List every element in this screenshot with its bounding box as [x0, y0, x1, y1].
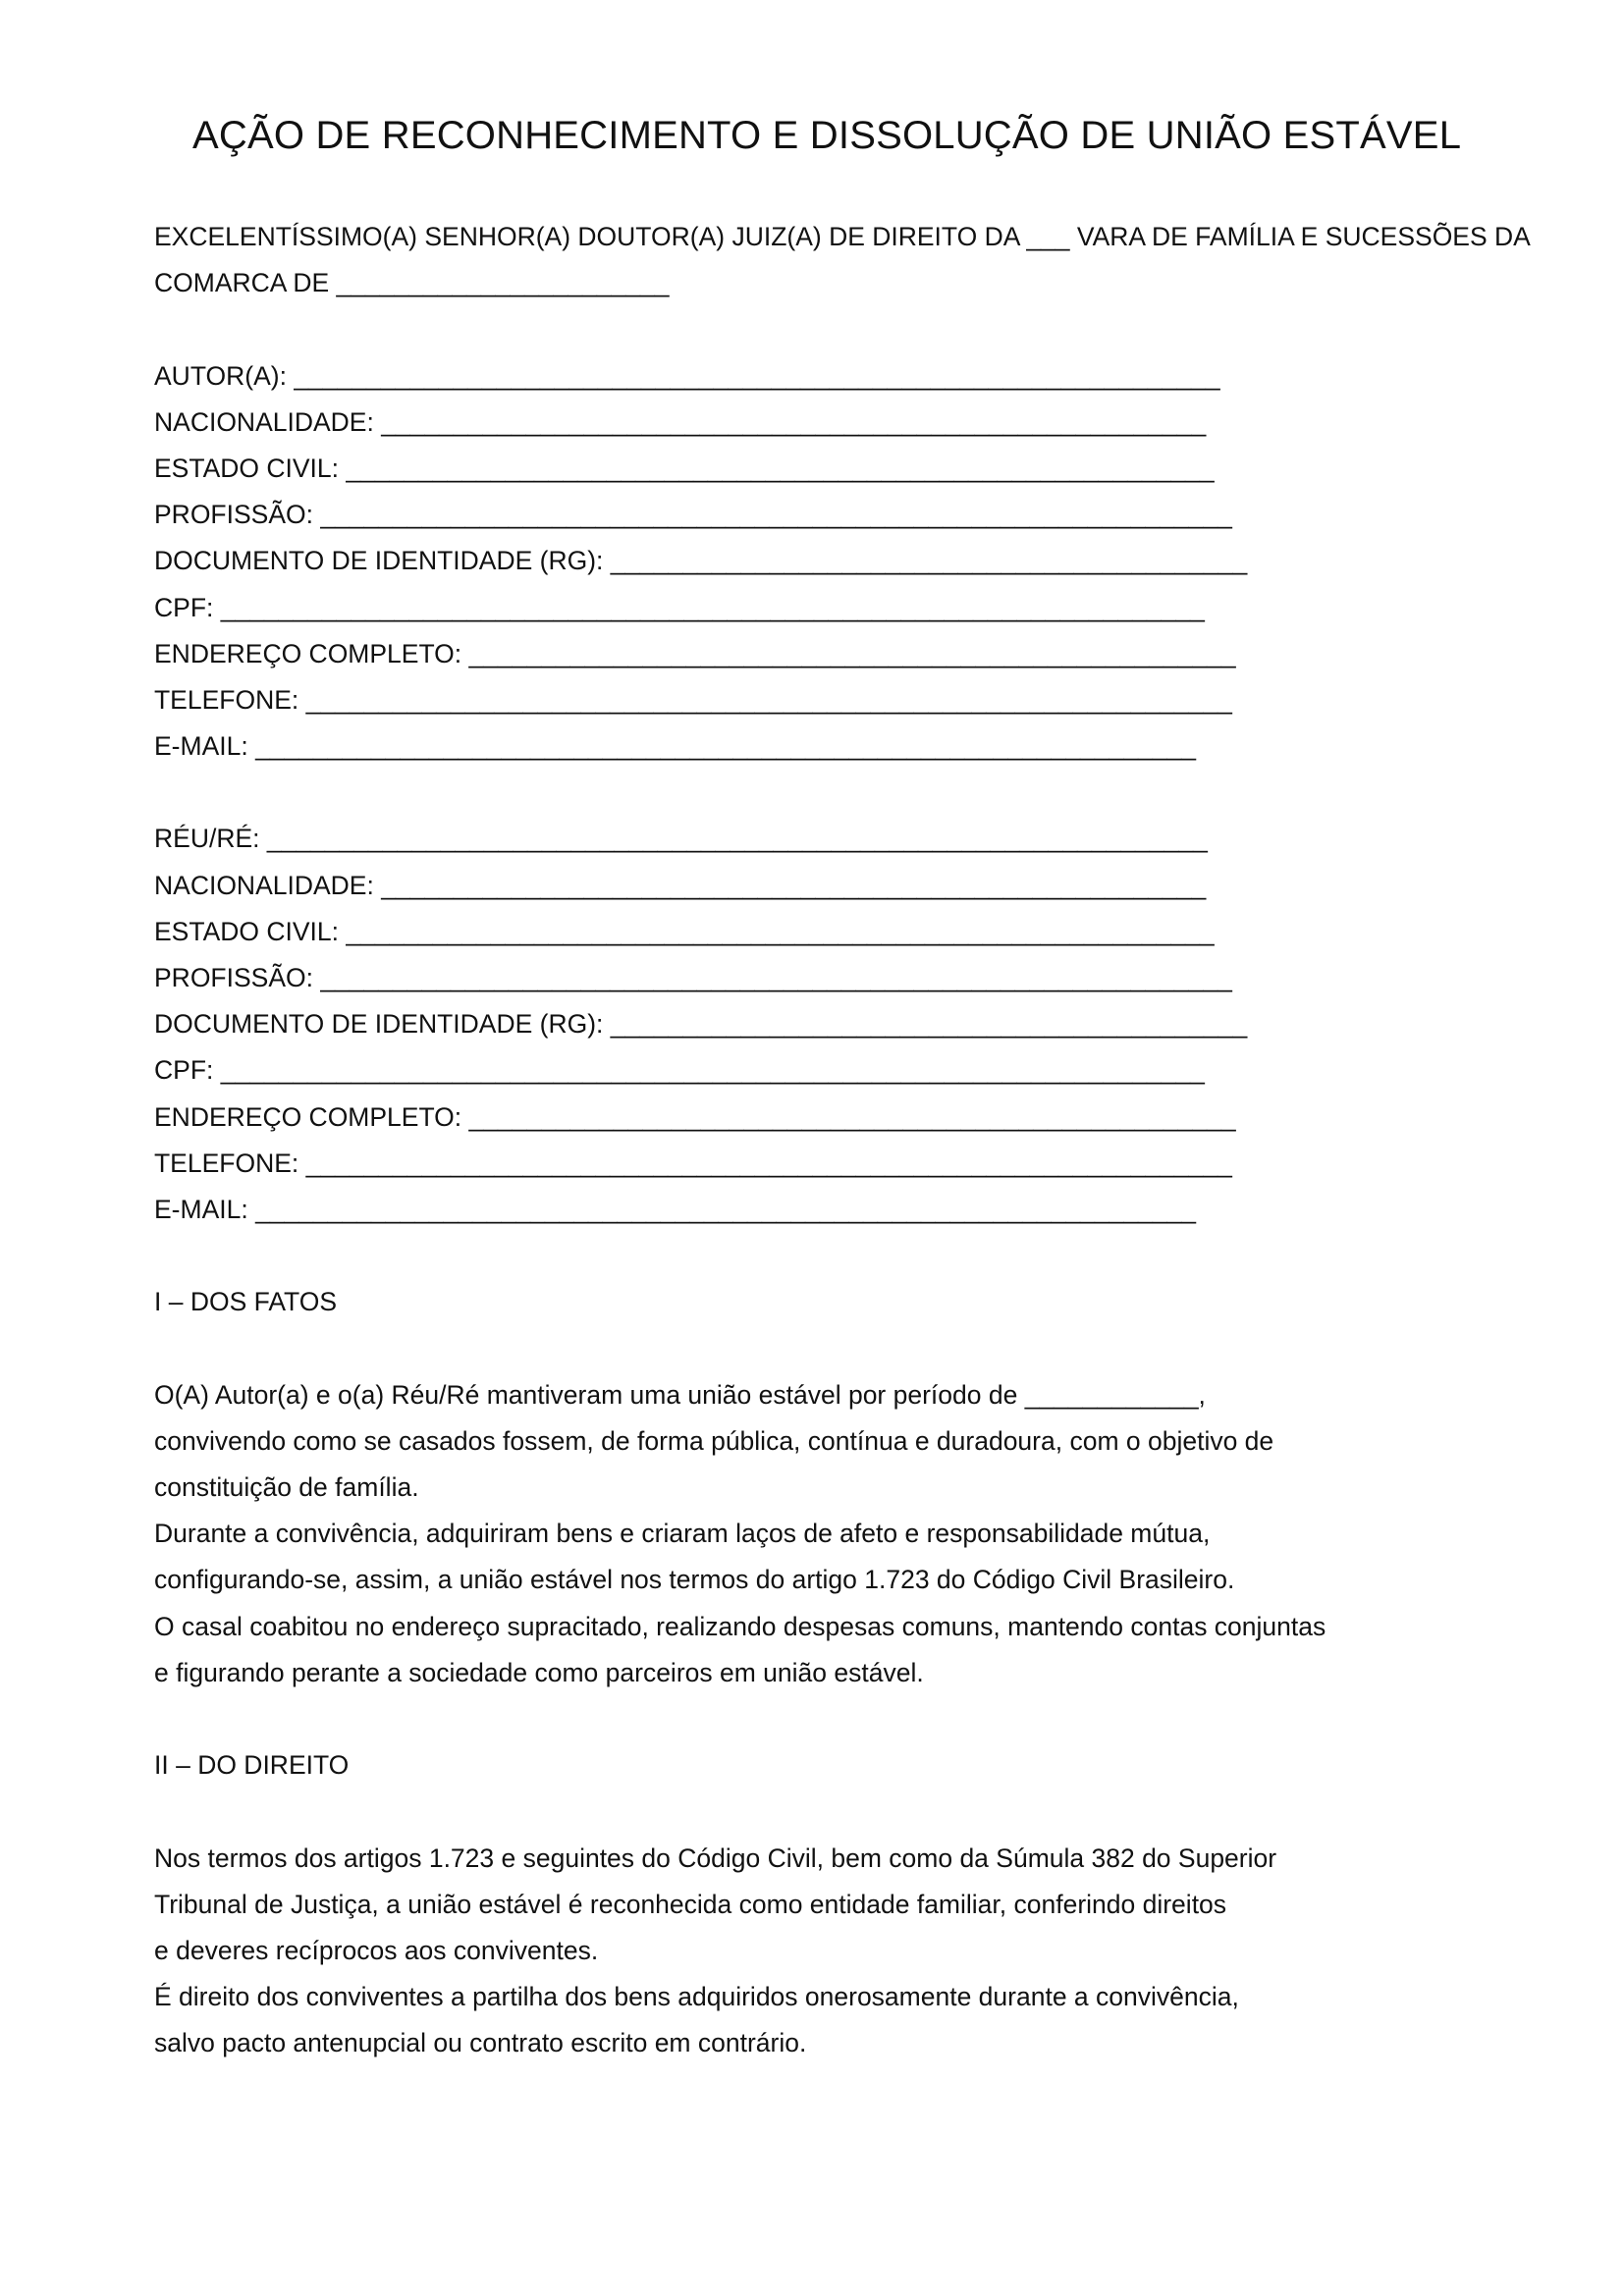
reu-estado-civil-field[interactable]: ESTADO CIVIL: ____________________________________________________________ — [154, 916, 1215, 946]
section-heading: II – DO DIREITO — [154, 1750, 350, 1781]
paragraph-line: e figurando perante a sociedade como parceiros em união estável. — [154, 1657, 924, 1687]
reu-block — [154, 816, 1617, 1233]
paragraph-line: salvo pacto antenupcial ou contrato escrito em contrário. — [154, 2028, 807, 2058]
reu-nome-field[interactable]: RÉU/RÉ: _________________________________________________________________ — [154, 824, 1208, 854]
paragraph-line: e deveres recíprocos aos conviventes. — [154, 1935, 599, 1965]
paragraph-line: O casal coabitou no endereço supracitado, realizando despesas comuns, mantendo contas conjuntas — [154, 1611, 1326, 1641]
reu-email-field[interactable]: E-MAIL: _________________________________________________________________ — [154, 1194, 1197, 1224]
autor-telefone-field[interactable]: TELEFONE: ________________________________________________________________ — [154, 684, 1232, 715]
paragraph-line: configurando-se, assim, a união estável nos termos do artigo 1.723 do Código Civil Brasileiro. — [154, 1565, 1235, 1595]
reu-nacionalidade-field[interactable]: NACIONALIDADE: _________________________________________________________ — [154, 870, 1207, 900]
autor-endereco-field[interactable]: ENDEREÇO COMPLETO: _____________________________________________________ — [154, 638, 1236, 668]
autor-estado-civil-field[interactable]: ESTADO CIVIL: ____________________________________________________________ — [154, 453, 1215, 483]
reu-rg-field[interactable]: DOCUMENTO DE IDENTIDADE (RG): ____________________________________________ — [154, 1009, 1248, 1040]
reu-telefone-field[interactable]: TELEFONE: ________________________________________________________________ — [154, 1148, 1232, 1178]
reu-profissao-field[interactable]: PROFISSÃO: _______________________________________________________________ — [154, 963, 1232, 992]
paragraph-line: O(A) Autor(a) e o(a) Réu/Ré mantiveram uma união estável por período de ____________, — [154, 1379, 1206, 1410]
section-heading: I – DOS FATOS — [154, 1287, 338, 1317]
paragraph-line: convivendo como se casados fossem, de forma pública, contínua e duradoura, com o objetivo de — [154, 1425, 1274, 1456]
section-dos-fatos — [154, 1279, 1617, 1696]
autor-block — [154, 353, 1617, 771]
autor-rg-field[interactable]: DOCUMENTO DE IDENTIDADE (RG): ____________________________________________ — [154, 546, 1248, 576]
autor-nome-field[interactable]: AUTOR(A): ________________________________________________________________ — [154, 360, 1220, 391]
section-do-direito — [154, 1742, 1617, 2066]
address-line-1: EXCELENTÍSSIMO(A) SENHOR(A) DOUTOR(A) JUIZ(A) DE DIREITO DA ___ VARA DE FAMÍLIA E SUCESSÕES DA — [154, 222, 1531, 251]
autor-profissao-field[interactable]: PROFISSÃO: _______________________________________________________________ — [154, 500, 1232, 530]
autor-nacionalidade-field[interactable]: NACIONALIDADE: _________________________________________________________ — [154, 406, 1207, 437]
paragraph-line: Tribunal de Justiça, a união estável é reconhecida como entidade familiar, conferindo direitos — [154, 1889, 1227, 1919]
paragraph-line: constituição de família. — [154, 1472, 419, 1503]
reu-endereco-field[interactable]: ENDEREÇO COMPLETO: _____________________________________________________ — [154, 1101, 1236, 1132]
document-title: AÇÃO DE RECONHECIMENTO E DISSOLUÇÃO DE UNIÃO ESTÁVEL — [192, 114, 1462, 157]
reu-cpf-field[interactable]: CPF: ____________________________________________________________________ — [154, 1055, 1205, 1086]
paragraph-line: Durante a convivência, adquiriram bens e criaram laços de afeto e responsabilidade mútua, — [154, 1519, 1211, 1549]
paragraph-line: Nos termos dos artigos 1.723 e seguintes do Código Civil, bem como da Súmula 382 do Superior — [154, 1842, 1277, 1873]
paragraph-line: É direito dos conviventes a partilha dos bens adquiridos onerosamente durante a convivência, — [154, 1982, 1239, 2012]
autor-cpf-field[interactable]: CPF: ____________________________________________________________________ — [154, 592, 1205, 622]
address-line-2: COMARCA DE _______________________ — [154, 268, 670, 298]
document-body — [154, 214, 1617, 2067]
autor-email-field[interactable]: E-MAIL: _________________________________________________________________ — [154, 731, 1197, 762]
